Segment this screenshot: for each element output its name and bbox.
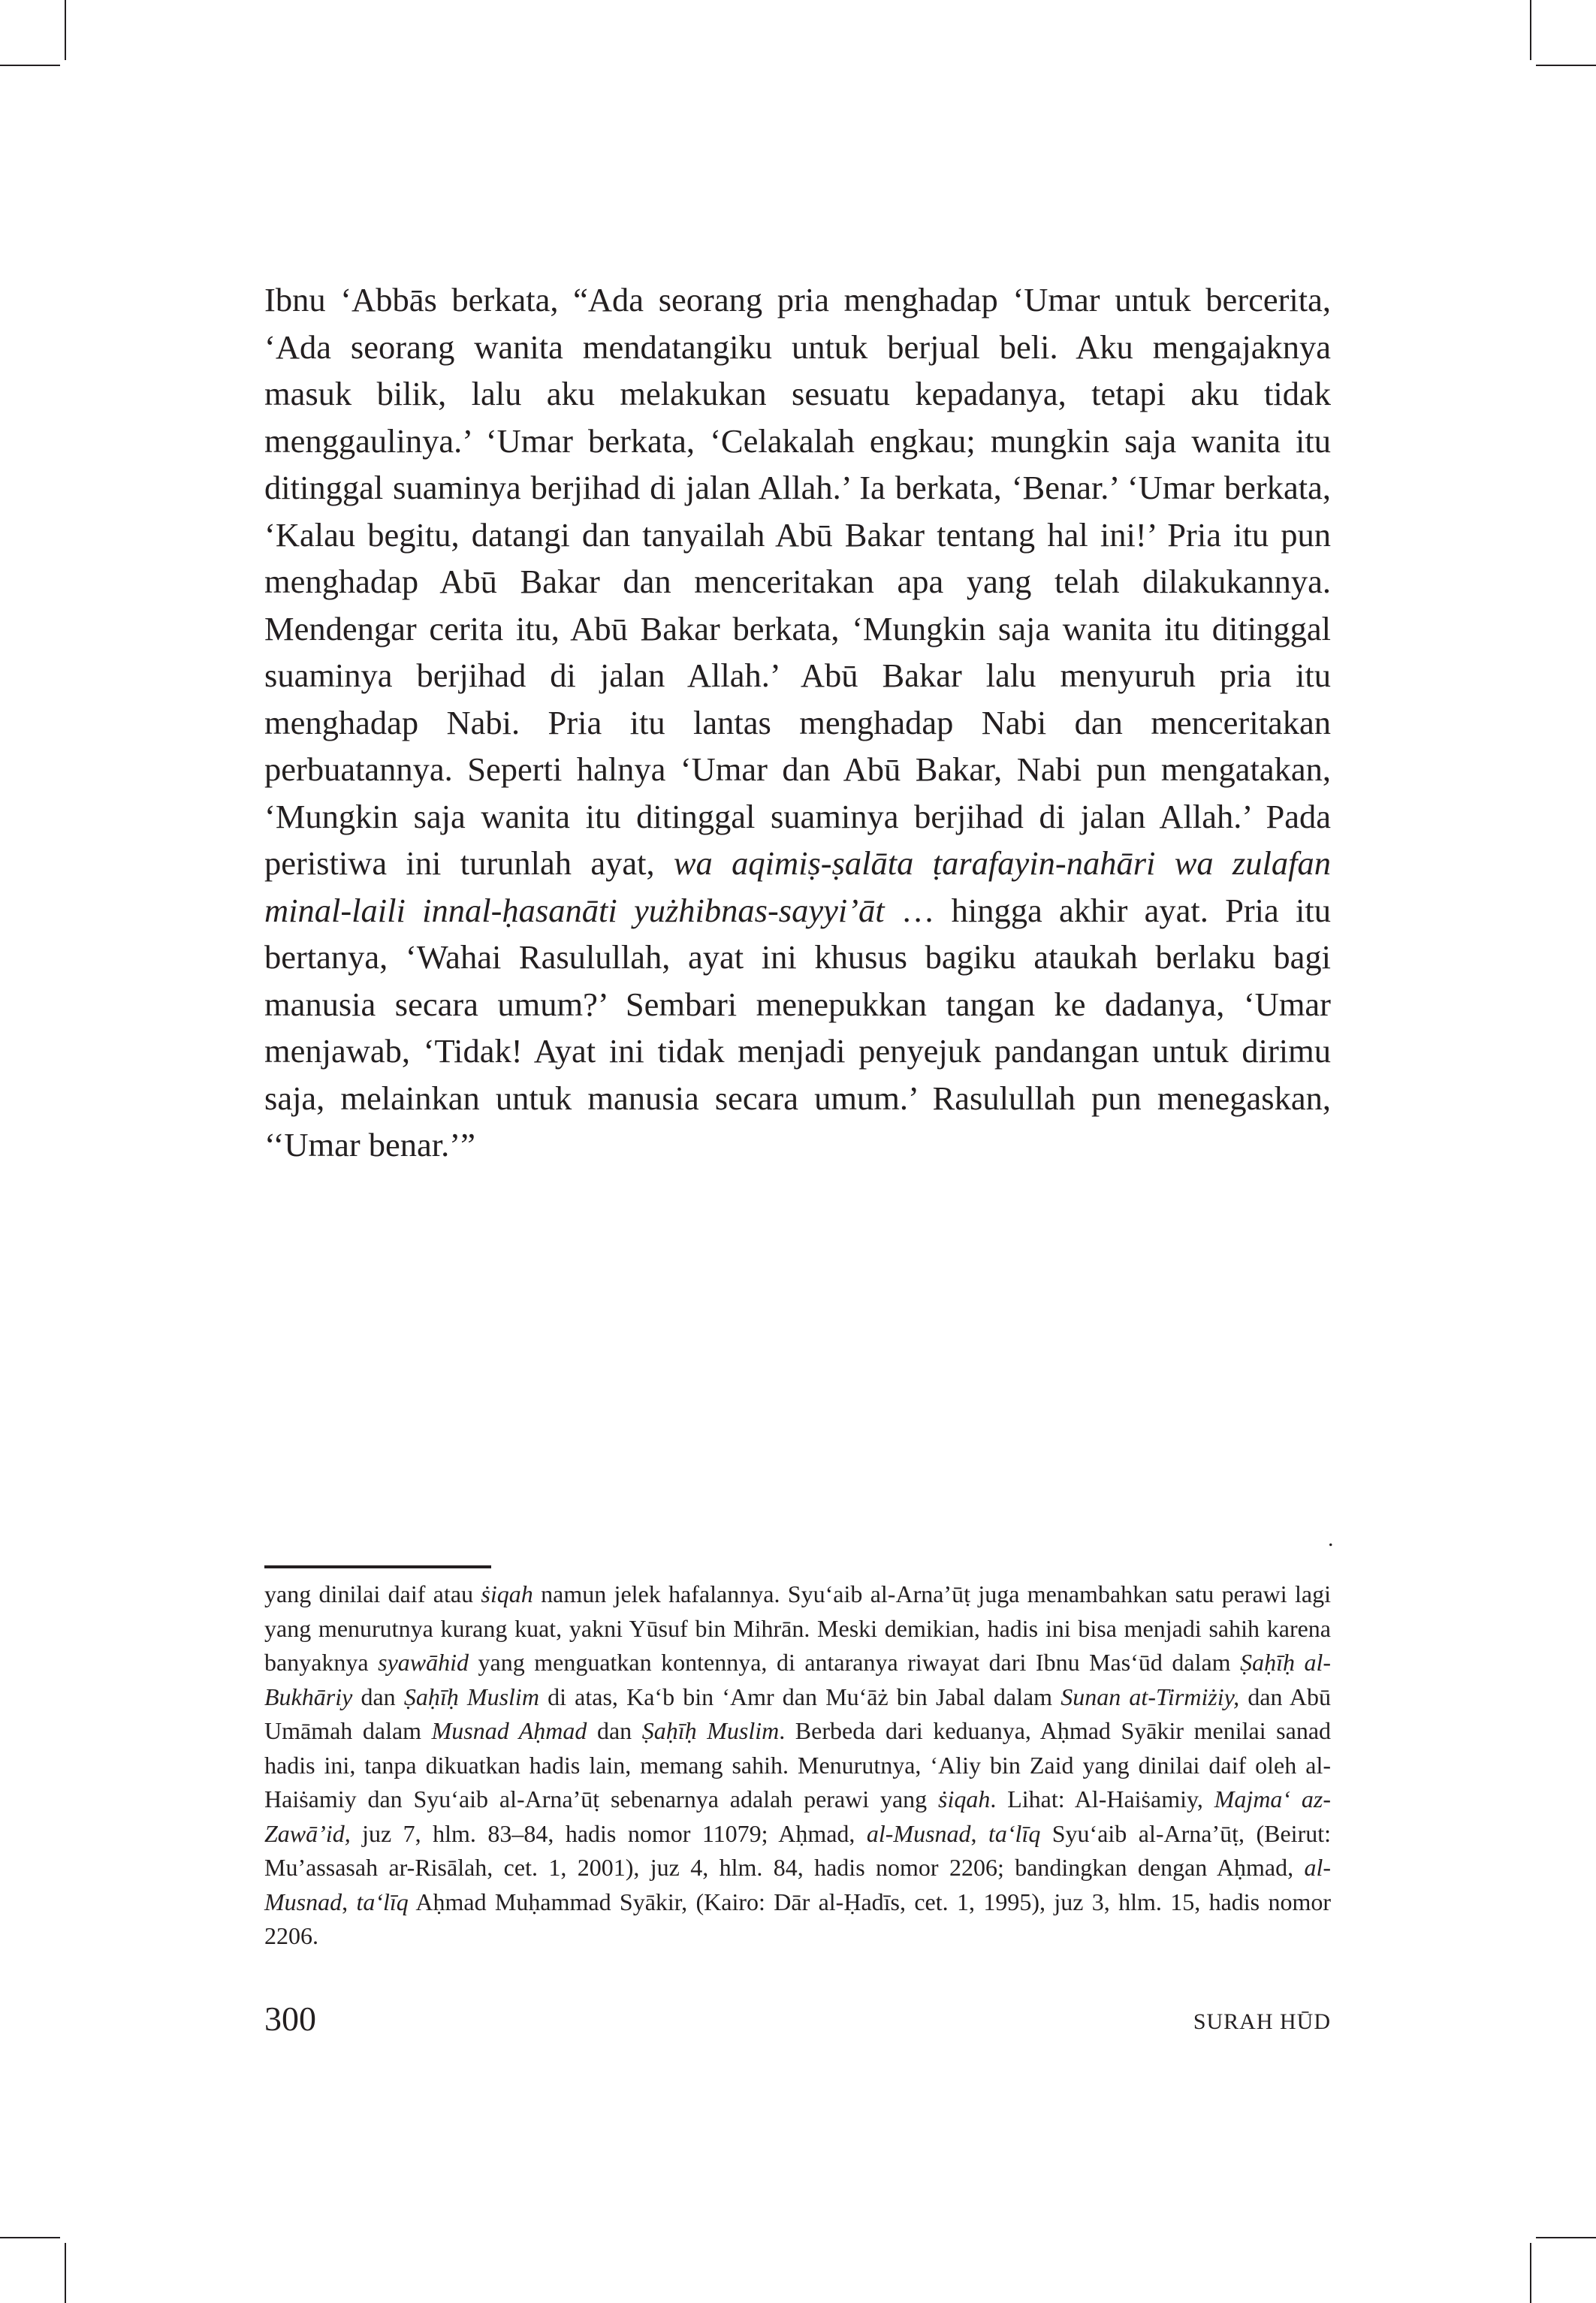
footnote-italic: ṡiqah <box>938 1785 991 1813</box>
body-text-part: Ibnu ‘Abbās berkata, “Ada seorang pria menghadap ‘Umar untuk bercerita, ‘Ada seorang wanita mendatangiku untuk berjual beli. Aku mengajaknya masuk bilik, lalu aku melakukan sesuatu kepadanya, tetapi aku tidak menggaulinya.’ ‘Umar berkata, ‘Celakalah engkau; mungkin saja wanita itu ditinggal suaminya berjihad di jalan Allah.’ Ia berkata, ‘Benar.’ ‘Umar berkata, ‘Kalau begitu, datangi dan tanyailah Abū Bakar tentang hal ini!’ Pria itu pun menghadap Abū Bakar dan menceritakan apa yang telah dilakukannya. Mendengar cerita itu, Abū Bakar berkata, ‘Mungkin saja wanita itu ditinggal suaminya berjihad di jalan Allah.’ Abū Bakar lalu menyuruh pria itu menghadap Nabi. Pria itu lantas menghadap Nabi dan menceritakan perbuatannya. Seperti halnya ‘Umar dan Abū Bakar, Nabi pun mengatakan, ‘Mungkin saja wanita itu ditinggal suaminya berjihad di jalan Allah.’ Pada peristiwa ini turunlah ayat, <box>264 281 1331 882</box>
footnote-text: dan Abū Umāmah dalam <box>264 1683 1332 1744</box>
footnote-italic: Sunan at-Tirmiżiy, <box>1060 1683 1240 1710</box>
footnote-text: juz 7, hlm. 83–84, hadis nomor 11079; Aḥmad, <box>350 1819 867 1847</box>
crop-mark <box>65 2243 66 2303</box>
crop-mark <box>1530 0 1531 60</box>
footnote-italic: Ṣaḥīḥ Muslim <box>641 1717 780 1744</box>
footnote-italic: al-Musnad <box>264 1854 1331 1915</box>
footnote-italic: ta‘līq <box>356 1888 409 1915</box>
footnote-text: dan <box>587 1717 642 1744</box>
footnote-italic: al-Musnad <box>866 1819 971 1847</box>
footnote-text: dan <box>352 1683 404 1710</box>
footnote-text: , <box>970 1819 988 1847</box>
page-number: 300 <box>264 2000 316 2038</box>
footnote-marker: . <box>1328 1526 1334 1551</box>
footnote-italic: ta‘līq <box>988 1819 1041 1847</box>
crop-mark <box>65 0 66 60</box>
footnote-text: . Lihat: Al-Haiṡamiy, <box>990 1785 1214 1813</box>
footnote-italic: Ṣaḥīḥ Muslim <box>403 1683 539 1710</box>
footnote-text: yang dinilai daif atau <box>264 1580 481 1607</box>
footnote-italic: syawāhid <box>378 1649 469 1676</box>
body-paragraph <box>264 276 1331 1169</box>
crop-mark <box>1536 2237 1596 2238</box>
footnote-text: Aḥmad Muḥammad Syākir, (Kairo: Dār al-Ḥadīs, cet. 1, 1995), juz 3, hlm. 15, hadis nomor 2206. <box>264 1888 1332 1949</box>
footnote-text: . Berbeda dari keduanya, Aḥmad Syākir menilai sanad hadis ini, tanpa dikuatkan hadis lain, memang sahih. Menurutnya, ‘Aliy bin Zaid yang dinilai daif oleh al-Haiṡamiy dan Syu‘aib al-Arna’ūṭ sebenarnya adalah perawi yang <box>264 1717 1332 1813</box>
footnote-text: namun jelek hafalannya. Syu‘aib al-Arna’ūṭ juga menambahkan satu perawi lagi yang menurutnya kurang kuat, yakni Yūsuf bin Mihrān. Meski demikian, hadis ini bisa menjadi sahih karena banyaknya <box>264 1580 1332 1676</box>
crop-mark <box>0 2237 60 2238</box>
footnote-italic: Musnad Aḥmad <box>431 1717 587 1744</box>
footnote-italic: Ṣaḥīḥ al-Bukhāriy <box>264 1649 1332 1710</box>
footnote-text: , <box>342 1888 357 1915</box>
footnote-text: Syu‘aib al-Arna’ūṭ, (Beirut: Mu’assasah ar-Risālah, cet. 1, 2001), juz 4, hlm. 84, hadis nomor 2206; bandingkan dengan Aḥmad, <box>264 1819 1332 1881</box>
footnote <box>264 1577 1331 1954</box>
body-text-part: … hingga akhir ayat. Pria itu bertanya, ‘Wahai Rasulullah, ayat ini khusus bagiku ataukah berlaku bagi manusia secara umum?’ Sembari menepukkan tangan ke dadanya, ‘Umar menjawab, ‘Tidak! Ayat ini tidak menjadi penyejuk pandangan untuk dirimu saja, melainkan untuk manusia secara umum.’ Rasulullah pun menegaskan, ‘‘Umar benar.’” <box>264 891 1331 1164</box>
footnote-text: yang menguatkan kontennya, di antaranya riwayat dari Ibnu Mas‘ūd dalam <box>469 1649 1241 1676</box>
footnote-rule <box>264 1565 491 1568</box>
footnote-italic: ṡiqah <box>481 1580 533 1607</box>
crop-mark <box>1536 65 1596 66</box>
body-text <box>264 276 1331 1169</box>
footnote-text: di atas, Ka‘b bin ‘Amr dan Mu‘āż bin Jabal dalam <box>539 1683 1061 1710</box>
footnote-italic: Majma‘ az-Zawā’id, <box>264 1785 1332 1847</box>
running-head: SURAH HŪD <box>1193 2009 1331 2034</box>
crop-mark <box>0 65 60 66</box>
verse-transliteration: wa aqimiṣ-ṣalāta ṭarafayin-nahāri wa zulafan minal-laili innal-ḥasanāti yużhibnas-sayyi’āt <box>264 844 1331 929</box>
crop-mark <box>1530 2243 1531 2303</box>
